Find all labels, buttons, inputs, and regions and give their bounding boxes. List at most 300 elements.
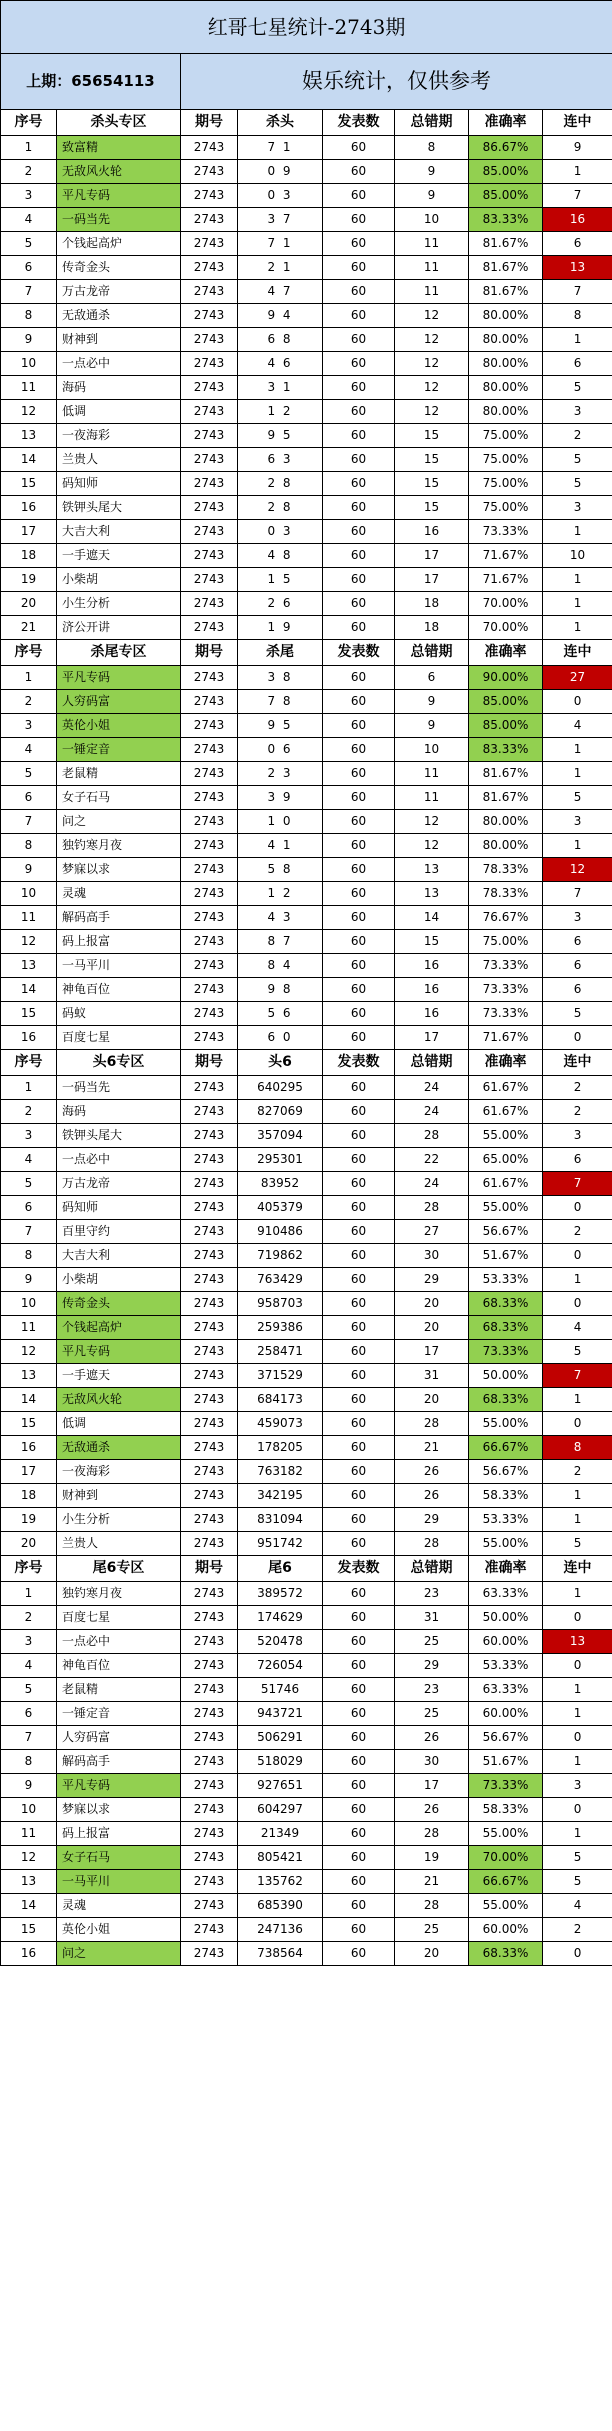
cell-index: 12 [1,1340,57,1364]
cell-miss-count: 16 [395,978,469,1002]
table-row [1,1268,612,1292]
cell-post-count: 60 [323,208,395,232]
cell-period: 2743 [181,208,238,232]
cell-index: 20 [1,592,57,616]
table-row [1,232,612,256]
cell-index: 16 [1,1942,57,1966]
cell-accuracy: 66.67% [469,1870,543,1894]
cell-index: 4 [1,1148,57,1172]
table-row [1,1942,612,1966]
cell-period: 2743 [181,472,238,496]
cell-expert-name: 平凡专码 [57,184,181,208]
table-row [1,1870,612,1894]
column-header-accuracy: 准确率 [469,110,543,136]
cell-prediction: 6 8 [238,328,323,352]
cell-accuracy: 81.67% [469,786,543,810]
cell-post-count: 60 [323,1292,395,1316]
cell-streak: 1 [543,762,612,786]
cell-expert-name: 一点必中 [57,352,181,376]
cell-index: 2 [1,690,57,714]
column-header-index: 序号 [1,110,57,136]
cell-accuracy: 63.33% [469,1678,543,1702]
page-title: 红哥七星统计-2743期 [1,1,612,54]
cell-index: 13 [1,424,57,448]
cell-accuracy: 75.00% [469,424,543,448]
cell-prediction: 342195 [238,1484,323,1508]
cell-accuracy: 61.67% [469,1076,543,1100]
section-header-row [1,1050,612,1076]
cell-post-count: 60 [323,352,395,376]
table-row [1,616,612,640]
cell-streak: 1 [543,160,612,184]
cell-miss-count: 18 [395,616,469,640]
last-period-label: 上期：65654113 [1,54,181,110]
cell-period: 2743 [181,1026,238,1050]
cell-index: 17 [1,1460,57,1484]
cell-miss-count: 10 [395,738,469,762]
cell-accuracy: 55.00% [469,1124,543,1148]
cell-index: 11 [1,376,57,400]
cell-index: 13 [1,954,57,978]
cell-period: 2743 [181,136,238,160]
cell-accuracy: 80.00% [469,810,543,834]
cell-post-count: 60 [323,858,395,882]
cell-expert-name: 解码高手 [57,1750,181,1774]
cell-prediction: 2 6 [238,592,323,616]
cell-period: 2743 [181,1196,238,1220]
cell-prediction: 83952 [238,1172,323,1196]
cell-miss-count: 12 [395,352,469,376]
cell-prediction: 3 1 [238,376,323,400]
cell-post-count: 60 [323,978,395,1002]
cell-streak: 1 [543,592,612,616]
cell-prediction: 259386 [238,1316,323,1340]
cell-accuracy: 83.33% [469,208,543,232]
cell-post-count: 60 [323,448,395,472]
cell-expert-name: 一马平川 [57,1870,181,1894]
cell-prediction: 2 8 [238,496,323,520]
cell-accuracy: 58.33% [469,1798,543,1822]
cell-expert-name: 百度七星 [57,1606,181,1630]
table-row [1,810,612,834]
cell-streak: 1 [543,1388,612,1412]
cell-streak: 7 [543,280,612,304]
cell-period: 2743 [181,810,238,834]
cell-index: 3 [1,1630,57,1654]
cell-index: 14 [1,1388,57,1412]
cell-prediction: 520478 [238,1630,323,1654]
column-header-post-count: 发表数 [323,110,395,136]
table-row [1,1220,612,1244]
cell-index: 15 [1,1412,57,1436]
cell-post-count: 60 [323,1196,395,1220]
table-row [1,1894,612,1918]
table-row [1,400,612,424]
cell-period: 2743 [181,1630,238,1654]
cell-post-count: 60 [323,1870,395,1894]
cell-index: 20 [1,1532,57,1556]
cell-index: 16 [1,1436,57,1460]
cell-post-count: 60 [323,184,395,208]
cell-period: 2743 [181,666,238,690]
cell-streak: 1 [543,616,612,640]
cell-post-count: 60 [323,1774,395,1798]
cell-post-count: 60 [323,954,395,978]
cell-accuracy: 85.00% [469,184,543,208]
cell-accuracy: 60.00% [469,1918,543,1942]
cell-streak: 6 [543,954,612,978]
cell-expert-name: 灵魂 [57,1894,181,1918]
cell-index: 5 [1,1172,57,1196]
cell-expert-name: 无敌通杀 [57,304,181,328]
cell-expert-name: 梦寐以求 [57,1798,181,1822]
cell-accuracy: 68.33% [469,1388,543,1412]
cell-prediction: 4 1 [238,834,323,858]
cell-streak: 7 [543,1172,612,1196]
table-row [1,786,612,810]
cell-post-count: 60 [323,1678,395,1702]
cell-index: 8 [1,834,57,858]
cell-accuracy: 81.67% [469,762,543,786]
cell-period: 2743 [181,1340,238,1364]
cell-streak: 7 [543,184,612,208]
cell-expert-name: 人穷码富 [57,1726,181,1750]
cell-expert-name: 传奇金头 [57,256,181,280]
cell-streak: 0 [543,1026,612,1050]
cell-post-count: 60 [323,1654,395,1678]
cell-expert-name: 一码当先 [57,1076,181,1100]
cell-index: 13 [1,1870,57,1894]
cell-miss-count: 24 [395,1076,469,1100]
cell-miss-count: 20 [395,1292,469,1316]
cell-streak: 1 [543,1484,612,1508]
cell-period: 2743 [181,520,238,544]
cell-period: 2743 [181,400,238,424]
cell-expert-name: 码上报富 [57,930,181,954]
cell-miss-count: 16 [395,520,469,544]
cell-miss-count: 26 [395,1726,469,1750]
cell-expert-name: 问之 [57,1942,181,1966]
cell-miss-count: 17 [395,1340,469,1364]
section-header-row [1,110,612,136]
cell-period: 2743 [181,1436,238,1460]
cell-streak: 3 [543,810,612,834]
cell-miss-count: 29 [395,1268,469,1292]
table-row [1,1918,612,1942]
cell-expert-name: 万古龙帝 [57,280,181,304]
cell-expert-name: 低调 [57,1412,181,1436]
cell-streak: 1 [543,1508,612,1532]
cell-period: 2743 [181,738,238,762]
cell-streak: 0 [543,1412,612,1436]
cell-streak: 10 [543,544,612,568]
cell-prediction: 2 3 [238,762,323,786]
table-row [1,208,612,232]
cell-streak: 5 [543,376,612,400]
cell-expert-name: 一马平川 [57,954,181,978]
cell-period: 2743 [181,1846,238,1870]
cell-miss-count: 31 [395,1606,469,1630]
table-row [1,184,612,208]
cell-miss-count: 11 [395,256,469,280]
cell-period: 2743 [181,1172,238,1196]
column-header-post-count: 发表数 [323,1050,395,1076]
cell-prediction: 5 8 [238,858,323,882]
cell-miss-count: 15 [395,448,469,472]
cell-streak: 5 [543,472,612,496]
cell-post-count: 60 [323,328,395,352]
cell-prediction: 518029 [238,1750,323,1774]
cell-index: 9 [1,858,57,882]
cell-accuracy: 55.00% [469,1894,543,1918]
table-row [1,328,612,352]
cell-accuracy: 71.67% [469,1026,543,1050]
cell-miss-count: 9 [395,160,469,184]
cell-prediction: 506291 [238,1726,323,1750]
cell-streak: 5 [543,1340,612,1364]
table-row [1,1388,612,1412]
cell-streak: 2 [543,1220,612,1244]
cell-period: 2743 [181,448,238,472]
cell-prediction: 2 8 [238,472,323,496]
cell-expert-name: 英伦小姐 [57,714,181,738]
cell-miss-count: 22 [395,1148,469,1172]
table-row [1,1436,612,1460]
cell-streak: 5 [543,1532,612,1556]
cell-streak: 3 [543,400,612,424]
cell-post-count: 60 [323,1846,395,1870]
cell-streak: 5 [543,448,612,472]
table-row [1,1702,612,1726]
table-row [1,1484,612,1508]
cell-period: 2743 [181,1870,238,1894]
cell-miss-count: 25 [395,1918,469,1942]
cell-index: 19 [1,1508,57,1532]
cell-miss-count: 28 [395,1822,469,1846]
cell-streak: 1 [543,1582,612,1606]
cell-miss-count: 9 [395,184,469,208]
cell-index: 4 [1,1654,57,1678]
cell-expert-name: 一夜海彩 [57,424,181,448]
cell-streak: 0 [543,1654,612,1678]
cell-accuracy: 73.33% [469,978,543,1002]
cell-period: 2743 [181,424,238,448]
cell-expert-name: 女子石马 [57,1846,181,1870]
cell-expert-name: 大吉大利 [57,1244,181,1268]
cell-expert-name: 兰贵人 [57,448,181,472]
column-header-streak: 连中 [543,640,612,666]
cell-expert-name: 铁钾头尾大 [57,496,181,520]
cell-prediction: 604297 [238,1798,323,1822]
cell-streak: 1 [543,568,612,592]
cell-accuracy: 61.67% [469,1172,543,1196]
table-row [1,666,612,690]
table-row [1,1244,612,1268]
cell-streak: 5 [543,1002,612,1026]
cell-accuracy: 81.67% [469,232,543,256]
cell-expert-name: 一锤定音 [57,1702,181,1726]
cell-post-count: 60 [323,1268,395,1292]
cell-post-count: 60 [323,1798,395,1822]
cell-prediction: 178205 [238,1436,323,1460]
cell-period: 2743 [181,232,238,256]
cell-miss-count: 11 [395,280,469,304]
cell-streak: 6 [543,930,612,954]
cell-streak: 1 [543,1268,612,1292]
cell-period: 2743 [181,1292,238,1316]
cell-miss-count: 15 [395,930,469,954]
cell-prediction: 685390 [238,1894,323,1918]
cell-accuracy: 75.00% [469,472,543,496]
cell-miss-count: 11 [395,762,469,786]
cell-period: 2743 [181,1654,238,1678]
cell-prediction: 726054 [238,1654,323,1678]
cell-streak: 0 [543,1798,612,1822]
column-header-miss-count: 总错期 [395,640,469,666]
cell-prediction: 3 9 [238,786,323,810]
cell-period: 2743 [181,616,238,640]
cell-period: 2743 [181,160,238,184]
cell-prediction: 763429 [238,1268,323,1292]
cell-index: 9 [1,328,57,352]
table-row [1,280,612,304]
table-row [1,424,612,448]
cell-period: 2743 [181,376,238,400]
column-header-post-count: 发表数 [323,1556,395,1582]
cell-expert-name: 英伦小姐 [57,1918,181,1942]
cell-index: 13 [1,1364,57,1388]
cell-period: 2743 [181,1606,238,1630]
cell-prediction: 258471 [238,1340,323,1364]
cell-miss-count: 26 [395,1460,469,1484]
cell-period: 2743 [181,1678,238,1702]
cell-period: 2743 [181,906,238,930]
cell-post-count: 60 [323,520,395,544]
cell-expert-name: 平凡专码 [57,1774,181,1798]
cell-expert-name: 一点必中 [57,1630,181,1654]
cell-prediction: 7 8 [238,690,323,714]
cell-streak: 4 [543,714,612,738]
cell-streak: 7 [543,1364,612,1388]
column-header-post-count: 发表数 [323,640,395,666]
cell-period: 2743 [181,1076,238,1100]
cell-period: 2743 [181,882,238,906]
table-row [1,448,612,472]
cell-accuracy: 73.33% [469,954,543,978]
cell-index: 9 [1,1268,57,1292]
cell-prediction: 2 1 [238,256,323,280]
cell-accuracy: 73.33% [469,520,543,544]
cell-period: 2743 [181,496,238,520]
cell-period: 2743 [181,1364,238,1388]
table-row [1,1822,612,1846]
cell-period: 2743 [181,786,238,810]
cell-streak: 12 [543,858,612,882]
cell-post-count: 60 [323,1100,395,1124]
table-row [1,568,612,592]
cell-period: 2743 [181,762,238,786]
cell-post-count: 60 [323,810,395,834]
cell-index: 18 [1,1484,57,1508]
cell-period: 2743 [181,1726,238,1750]
table-row [1,1364,612,1388]
cell-accuracy: 80.00% [469,304,543,328]
cell-period: 2743 [181,978,238,1002]
cell-streak: 2 [543,424,612,448]
cell-miss-count: 12 [395,400,469,424]
cell-streak: 0 [543,1726,612,1750]
cell-miss-count: 20 [395,1942,469,1966]
cell-post-count: 60 [323,1316,395,1340]
cell-index: 11 [1,1822,57,1846]
cell-streak: 6 [543,978,612,1002]
cell-streak: 1 [543,328,612,352]
cell-expert-name: 个钱起高炉 [57,232,181,256]
cell-miss-count: 11 [395,232,469,256]
cell-period: 2743 [181,1508,238,1532]
cell-period: 2743 [181,1244,238,1268]
cell-period: 2743 [181,328,238,352]
table-row [1,1774,612,1798]
column-header-period: 期号 [181,640,238,666]
cell-prediction: 640295 [238,1076,323,1100]
cell-prediction: 1 9 [238,616,323,640]
cell-prediction: 8 7 [238,930,323,954]
cell-index: 15 [1,472,57,496]
table-row [1,1026,612,1050]
cell-period: 2743 [181,954,238,978]
cell-streak: 0 [543,1292,612,1316]
cell-streak: 0 [543,1196,612,1220]
cell-period: 2743 [181,352,238,376]
cell-miss-count: 20 [395,1388,469,1412]
cell-streak: 4 [543,1894,612,1918]
cell-index: 17 [1,520,57,544]
cell-accuracy: 50.00% [469,1364,543,1388]
table-row [1,690,612,714]
cell-prediction: 135762 [238,1870,323,1894]
cell-accuracy: 55.00% [469,1412,543,1436]
cell-streak: 8 [543,1436,612,1460]
cell-index: 18 [1,544,57,568]
cell-index: 8 [1,1244,57,1268]
cell-prediction: 459073 [238,1412,323,1436]
cell-post-count: 60 [323,568,395,592]
cell-index: 7 [1,810,57,834]
cell-prediction: 0 9 [238,160,323,184]
cell-expert-name: 一手遮天 [57,1364,181,1388]
table-row [1,160,612,184]
cell-miss-count: 23 [395,1678,469,1702]
cell-streak: 8 [543,304,612,328]
cell-post-count: 60 [323,544,395,568]
cell-expert-name: 一码当先 [57,208,181,232]
cell-prediction: 1 5 [238,568,323,592]
cell-expert-name: 独钓寒月夜 [57,1582,181,1606]
column-header-period: 期号 [181,110,238,136]
cell-expert-name: 百里守约 [57,1220,181,1244]
table-row [1,954,612,978]
cell-accuracy: 80.00% [469,400,543,424]
cell-index: 14 [1,978,57,1002]
cell-miss-count: 30 [395,1244,469,1268]
cell-prediction: 4 7 [238,280,323,304]
cell-prediction: 247136 [238,1918,323,1942]
cell-miss-count: 21 [395,1436,469,1460]
cell-accuracy: 68.33% [469,1292,543,1316]
cell-index: 12 [1,1846,57,1870]
cell-post-count: 60 [323,376,395,400]
